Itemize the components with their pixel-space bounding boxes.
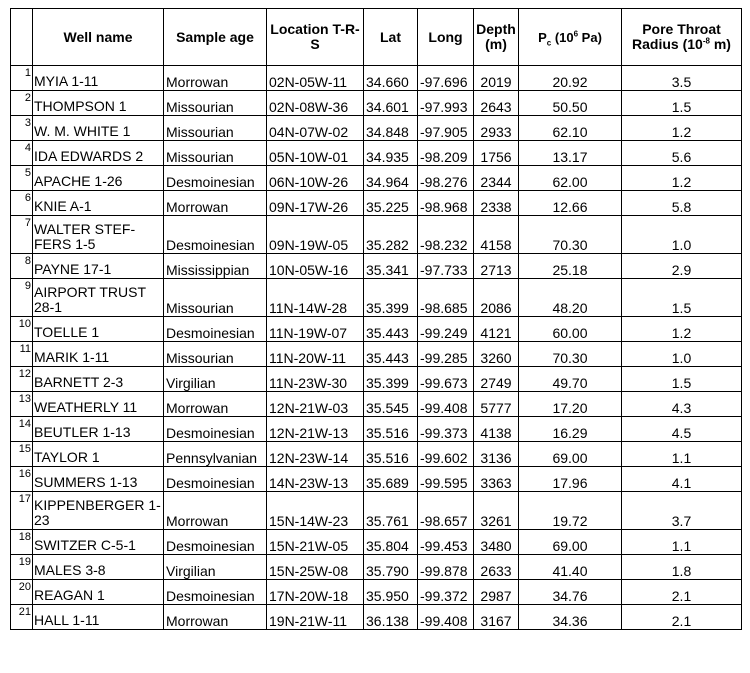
well-name-cell: BEUTLER 1-13 [33,417,164,442]
header-well-name: Well name [33,9,164,66]
capillary-pressure-cell: 12.66 [519,191,622,216]
well-name-cell: REAGAN 1 [33,580,164,605]
long-cell: -98.232 [418,216,474,254]
row-index-cell: 2 [11,91,33,116]
sample-age-cell: Mississippian [164,254,267,279]
well-name-cell: PAYNE 17-1 [33,254,164,279]
well-name-cell: SWITZER C-5-1 [33,530,164,555]
sample-age-cell: Morrowan [164,191,267,216]
lat-cell: 35.761 [364,492,418,530]
capillary-pressure-cell: 34.36 [519,605,622,630]
well-name-cell: APACHE 1-26 [33,166,164,191]
location-cell: 12N-21W-03 [267,392,364,417]
table-row [11,580,742,605]
location-cell: 09N-19W-05 [267,216,364,254]
row-index-cell: 3 [11,116,33,141]
row-index-cell: 16 [11,467,33,492]
depth-cell: 3261 [474,492,519,530]
well-name-cell: WEATHERLY 11 [33,392,164,417]
well-name-cell: BARNETT 2-3 [33,367,164,392]
pore-throat-radius-cell: 3.5 [622,66,742,91]
table-row [11,216,742,254]
well-name-cell: MALES 3-8 [33,555,164,580]
well-name-cell: MARIK 1-11 [33,342,164,367]
long-cell: -99.602 [418,442,474,467]
depth-cell: 2338 [474,191,519,216]
depth-cell: 3260 [474,342,519,367]
row-index-cell: 8 [11,254,33,279]
location-cell: 15N-25W-08 [267,555,364,580]
sample-age-cell: Morrowan [164,492,267,530]
location-cell: 17N-20W-18 [267,580,364,605]
location-cell: 11N-20W-11 [267,342,364,367]
depth-cell: 3167 [474,605,519,630]
sample-age-cell: Morrowan [164,605,267,630]
long-cell: -99.595 [418,467,474,492]
sample-age-cell: Missourian [164,91,267,116]
row-index-cell: 21 [11,605,33,630]
sample-age-cell: Missourian [164,342,267,367]
pore-throat-radius-cell: 1.5 [622,91,742,116]
location-cell: 14N-23W-13 [267,467,364,492]
row-index-cell: 11 [11,342,33,367]
row-index-cell: 10 [11,317,33,342]
depth-cell: 2086 [474,279,519,317]
sample-age-cell: Desmoinesian [164,216,267,254]
table-row [11,555,742,580]
long-cell: -99.285 [418,342,474,367]
well-name-cell: IDA EDWARDS 2 [33,141,164,166]
lat-cell: 34.935 [364,141,418,166]
sample-age-cell: Virgilian [164,367,267,392]
table-row [11,66,742,91]
row-index-cell: 18 [11,530,33,555]
well-name-cell: TAYLOR 1 [33,442,164,467]
header-lat: Lat [364,9,418,66]
row-index-cell: 17 [11,492,33,530]
table-row [11,417,742,442]
location-cell: 02N-08W-36 [267,91,364,116]
long-cell: -99.249 [418,317,474,342]
capillary-pressure-cell: 69.00 [519,442,622,467]
sample-age-cell: Missourian [164,279,267,317]
sample-age-cell: Desmoinesian [164,317,267,342]
pore-throat-radius-cell: 3.7 [622,492,742,530]
table-row [11,605,742,630]
pore-throat-radius-cell: 1.2 [622,317,742,342]
pore-throat-radius-cell: 4.1 [622,467,742,492]
lat-cell: 35.399 [364,279,418,317]
lat-cell: 35.443 [364,317,418,342]
lat-cell: 35.950 [364,580,418,605]
row-index-cell: 7 [11,216,33,254]
well-name-cell: KNIE A-1 [33,191,164,216]
header-sample-age: Sample age [164,9,267,66]
pore-throat-radius-cell: 1.2 [622,166,742,191]
table-row [11,91,742,116]
capillary-pressure-cell: 70.30 [519,342,622,367]
table-row [11,442,742,467]
depth-cell: 2987 [474,580,519,605]
capillary-pressure-cell: 19.72 [519,492,622,530]
header-capillary-pressure: $P_c$ ($10^6$ Pa) [519,9,622,66]
depth-cell: 3136 [474,442,519,467]
row-index-cell: 4 [11,141,33,166]
lat-cell: 36.138 [364,605,418,630]
long-cell: -97.696 [418,66,474,91]
well-name-cell: THOMPSON 1 [33,91,164,116]
row-index-cell: 6 [11,191,33,216]
table-row [11,392,742,417]
well-name-cell: KIPPENBERGER 1-23 [33,492,164,530]
well-data-table-container [10,8,742,630]
pore-throat-radius-cell: 1.8 [622,555,742,580]
location-cell: 15N-14W-23 [267,492,364,530]
long-cell: -98.209 [418,141,474,166]
pore-throat-radius-cell: 1.1 [622,530,742,555]
depth-cell: 1756 [474,141,519,166]
capillary-pressure-cell: 25.18 [519,254,622,279]
location-cell: 19N-21W-11 [267,605,364,630]
depth-cell: 2749 [474,367,519,392]
sample-age-cell: Missourian [164,116,267,141]
pore-throat-radius-cell: 4.5 [622,417,742,442]
table-body [11,66,742,630]
long-cell: -97.993 [418,91,474,116]
depth-cell: 2344 [474,166,519,191]
pore-throat-radius-cell: 5.6 [622,141,742,166]
sample-age-cell: Desmoinesian [164,530,267,555]
pore-throat-radius-cell: 1.0 [622,216,742,254]
depth-cell: 3480 [474,530,519,555]
capillary-pressure-cell: 34.76 [519,580,622,605]
lat-cell: 34.964 [364,166,418,191]
pore-throat-radius-cell: 2.1 [622,580,742,605]
capillary-pressure-cell: 60.00 [519,317,622,342]
capillary-pressure-cell: 70.30 [519,216,622,254]
table-row [11,342,742,367]
long-cell: -97.905 [418,116,474,141]
well-name-cell: W. M. WHITE 1 [33,116,164,141]
depth-cell: 2643 [474,91,519,116]
location-cell: 06N-10W-26 [267,166,364,191]
sample-age-cell: Desmoinesian [164,467,267,492]
pore-throat-radius-cell: 1.0 [622,342,742,367]
table-row [11,254,742,279]
table-row [11,492,742,530]
pore-throat-radius-cell: 1.5 [622,367,742,392]
well-name-cell: WALTER STEF-FERS 1-5 [33,216,164,254]
lat-cell: 35.399 [364,367,418,392]
long-cell: -98.657 [418,492,474,530]
location-cell: 15N-21W-05 [267,530,364,555]
long-cell: -99.673 [418,367,474,392]
location-cell: 11N-23W-30 [267,367,364,392]
lat-cell: 35.341 [364,254,418,279]
lat-cell: 34.601 [364,91,418,116]
capillary-pressure-cell: 17.20 [519,392,622,417]
table-row [11,191,742,216]
capillary-pressure-cell: 17.96 [519,467,622,492]
capillary-pressure-cell: 69.00 [519,530,622,555]
location-cell: 12N-23W-14 [267,442,364,467]
well-name-cell: AIRPORT TRUST 28-1 [33,279,164,317]
depth-cell: 3363 [474,467,519,492]
lat-cell: 35.225 [364,191,418,216]
pore-throat-radius-cell: 1.2 [622,116,742,141]
location-cell: 11N-19W-07 [267,317,364,342]
row-index-cell: 20 [11,580,33,605]
long-cell: -99.453 [418,530,474,555]
long-cell: -98.685 [418,279,474,317]
pore-throat-radius-cell: 2.1 [622,605,742,630]
location-cell: 09N-17W-26 [267,191,364,216]
pore-throat-radius-cell: 5.8 [622,191,742,216]
location-cell: 11N-14W-28 [267,279,364,317]
depth-cell: 2633 [474,555,519,580]
row-index-cell: 1 [11,66,33,91]
well-data-table [10,8,742,630]
long-cell: -99.408 [418,605,474,630]
capillary-pressure-cell: 62.00 [519,166,622,191]
lat-cell: 35.790 [364,555,418,580]
sample-age-cell: Pennsylvanian [164,442,267,467]
depth-cell: 2933 [474,116,519,141]
table-row [11,367,742,392]
depth-cell: 5777 [474,392,519,417]
long-cell: -99.408 [418,392,474,417]
row-index-cell: 13 [11,392,33,417]
pore-throat-radius-cell: 2.9 [622,254,742,279]
header-location: Location T-R-S [267,9,364,66]
header-index [11,9,33,66]
row-index-cell: 5 [11,166,33,191]
sample-age-cell: Virgilian [164,555,267,580]
long-cell: -99.878 [418,555,474,580]
row-index-cell: 14 [11,417,33,442]
row-index-cell: 19 [11,555,33,580]
lat-cell: 35.516 [364,417,418,442]
lat-cell: 35.516 [364,442,418,467]
long-cell: -98.968 [418,191,474,216]
header-row [11,9,742,66]
lat-cell: 35.282 [364,216,418,254]
capillary-pressure-cell: 20.92 [519,66,622,91]
long-cell: -99.372 [418,580,474,605]
depth-cell: 4158 [474,216,519,254]
table-row [11,467,742,492]
capillary-pressure-cell: 16.29 [519,417,622,442]
depth-cell: 2019 [474,66,519,91]
long-cell: -98.276 [418,166,474,191]
lat-cell: 35.545 [364,392,418,417]
well-name-cell: SUMMERS 1-13 [33,467,164,492]
location-cell: 02N-05W-11 [267,66,364,91]
capillary-pressure-cell: 49.70 [519,367,622,392]
well-name-cell: TOELLE 1 [33,317,164,342]
lat-cell: 35.804 [364,530,418,555]
table-row [11,279,742,317]
row-index-cell: 15 [11,442,33,467]
table-row [11,141,742,166]
row-index-cell: 12 [11,367,33,392]
location-cell: 10N-05W-16 [267,254,364,279]
capillary-pressure-cell: 13.17 [519,141,622,166]
long-cell: -97.733 [418,254,474,279]
sample-age-cell: Desmoinesian [164,417,267,442]
lat-cell: 35.689 [364,467,418,492]
capillary-pressure-cell: 50.50 [519,91,622,116]
capillary-pressure-cell: 48.20 [519,279,622,317]
header-depth: Depth (m) [474,9,519,66]
lat-cell: 34.660 [364,66,418,91]
depth-cell: 4121 [474,317,519,342]
header-pore-throat-radius: Pore Throat Radius ($10^{-8}$ m) [622,9,742,66]
long-cell: -99.373 [418,417,474,442]
sample-age-cell: Desmoinesian [164,580,267,605]
pore-throat-radius-cell: 1.1 [622,442,742,467]
pore-throat-radius-cell: 1.5 [622,279,742,317]
table-row [11,317,742,342]
depth-cell: 4138 [474,417,519,442]
depth-cell: 2713 [474,254,519,279]
sample-age-cell: Missourian [164,141,267,166]
sample-age-cell: Morrowan [164,66,267,91]
table-row [11,166,742,191]
lat-cell: 35.443 [364,342,418,367]
sample-age-cell: Desmoinesian [164,166,267,191]
pore-throat-radius-cell: 4.3 [622,392,742,417]
location-cell: 05N-10W-01 [267,141,364,166]
lat-cell: 34.848 [364,116,418,141]
sample-age-cell: Morrowan [164,392,267,417]
location-cell: 04N-07W-02 [267,116,364,141]
capillary-pressure-cell: 62.10 [519,116,622,141]
well-name-cell: MYIA 1-11 [33,66,164,91]
table-row [11,530,742,555]
row-index-cell: 9 [11,279,33,317]
location-cell: 12N-21W-13 [267,417,364,442]
table-row [11,116,742,141]
capillary-pressure-cell: 41.40 [519,555,622,580]
well-name-cell: HALL 1-11 [33,605,164,630]
header-long: Long [418,9,474,66]
